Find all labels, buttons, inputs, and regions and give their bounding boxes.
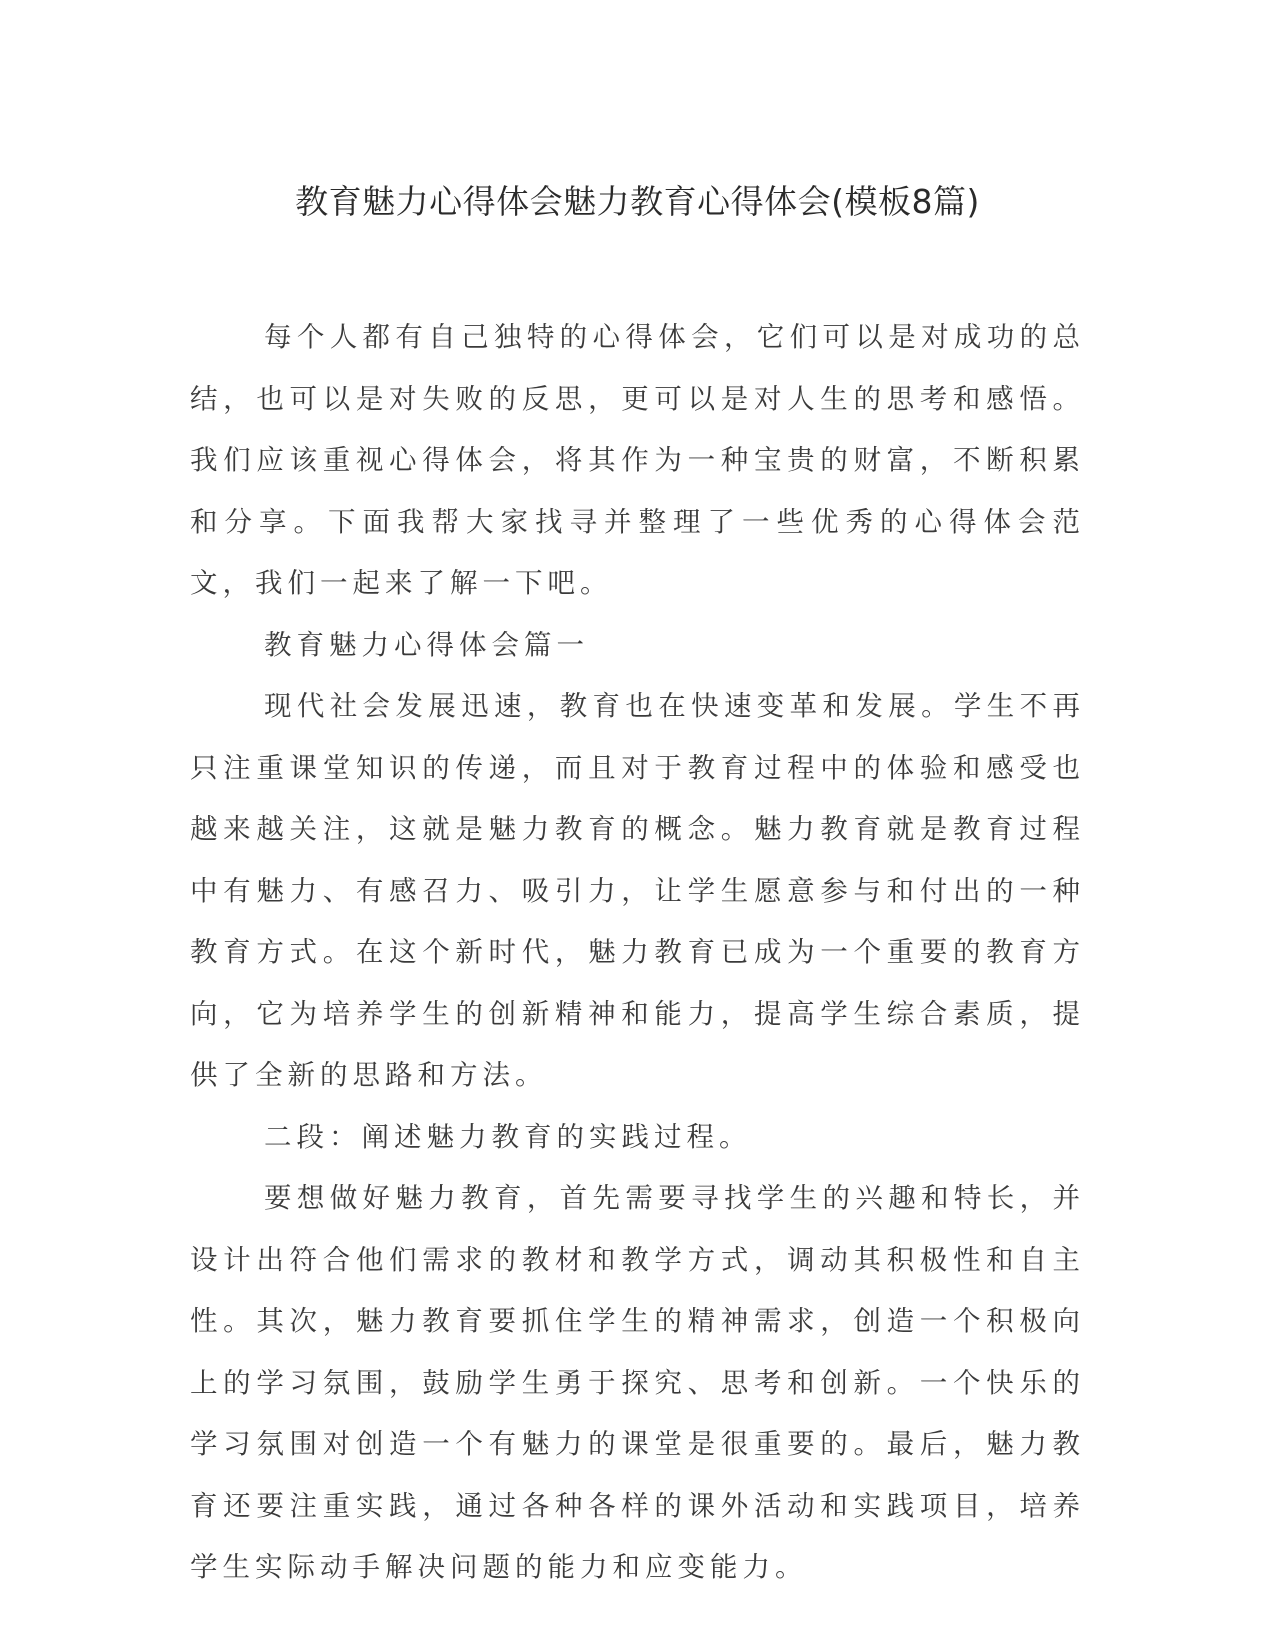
paragraph-practice: 要想做好魅力教育，首先需要寻找学生的兴趣和特长，并设计出符合他们需求的教材和教学方式，调动其积极性和自主性。其次，魅力教育要抓住学生的精神需求，创造一个积极向上的学习氛围，鼓励学生勇于探究、思考和创新。一个快乐的学习氛围对创造一个有魅力的课堂是很重要的。最后，魅力教育还要注重实践，通过各种各样的课外活动和实践项目，培养学生实际动手解决问题的能力和应变能力。 <box>190 1182 1085 1583</box>
document-body <box>190 307 1085 1599</box>
section-heading-one: 教育魅力心得体会篇一 <box>264 628 589 661</box>
document-title: 教育魅力心得体会魅力教育心得体会(模板8篇) <box>295 182 980 221</box>
intro-paragraph: 每个人都有自己独特的心得体会，它们可以是对成功的总结，也可以是对失败的反思，更可以是对人生的思考和感悟。我们应该重视心得体会，将其作为一种宝贵的财富，不断积累和分享。下面我帮大家找寻并整理了一些优秀的心得体会范文，我们一起来了解一下吧。 <box>190 321 1085 599</box>
paragraph-modern-education: 现代社会发展迅速，教育也在快速变革和发展。学生不再只注重课堂知识的传递，而且对于教育过程中的体验和感受也越来越关注，这就是魅力教育的概念。魅力教育就是教育过程中有魅力、有感召力、吸引力，让学生愿意参与和付出的一种教育方式。在这个新时代，魅力教育已成为一个重要的教育方向，它为培养学生的创新精神和能力，提高学生综合素质，提供了全新的思路和方法。 <box>190 690 1085 1091</box>
section-heading-two: 二段：阐述魅力教育的实践过程。 <box>264 1120 752 1153</box>
